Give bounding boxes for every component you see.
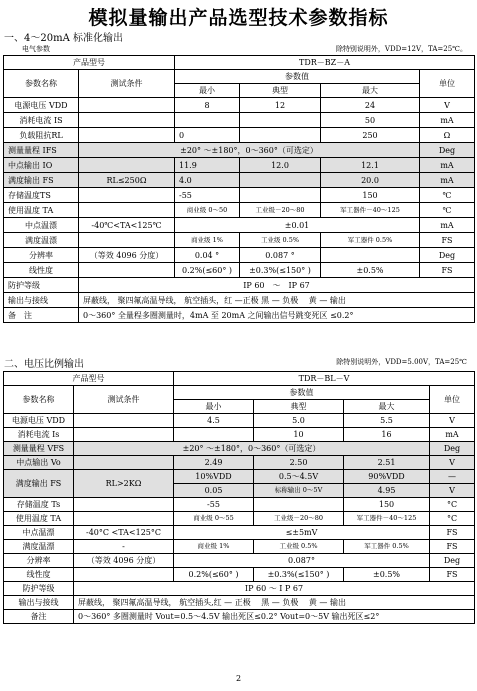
- cell: ±0.5%: [321, 263, 420, 278]
- header-max: 最大: [321, 84, 420, 98]
- table-row: [4, 263, 475, 278]
- cell: 4.0: [175, 173, 240, 188]
- table-row: [4, 293, 475, 308]
- cell: FS: [420, 233, 475, 248]
- cell: Deg: [430, 554, 475, 568]
- cell: 工业级－20～80: [240, 203, 321, 218]
- cell: mA: [430, 428, 475, 442]
- cell: [74, 414, 174, 428]
- cell: -55: [174, 498, 254, 512]
- cell: ±0.3%(≤150° ): [254, 568, 344, 582]
- cell: ±0.3%(≤150° ): [240, 263, 321, 278]
- page-number: 2: [235, 674, 242, 683]
- cell: 2.50: [254, 456, 344, 470]
- cell: [79, 263, 175, 278]
- cell: ±20° ～±180°，0～360°（可选定）: [79, 143, 420, 158]
- cell: 存储温度 Ts: [4, 498, 74, 512]
- cell: 测量量程 IFS: [4, 143, 79, 158]
- cell: 250: [321, 128, 420, 143]
- table-row: [4, 188, 475, 203]
- cell: ℃: [420, 188, 475, 203]
- cell: 军工器件 0.5%: [344, 540, 430, 554]
- model-value: TDR－BZ－A: [175, 56, 475, 70]
- cell: 中点温漂: [4, 218, 79, 233]
- cell: [79, 188, 175, 203]
- cell: 工业级 0.5%: [240, 233, 321, 248]
- cell: 0.05: [174, 484, 254, 498]
- table-row: [4, 218, 475, 233]
- cell: 电源电压 VDD: [4, 414, 74, 428]
- table-row: [4, 233, 475, 248]
- cell: 备 注: [4, 308, 79, 323]
- table-row: [4, 568, 475, 582]
- cell: [74, 498, 174, 512]
- cell: 满度输出 FS: [4, 173, 79, 188]
- cell: [175, 113, 240, 128]
- table-row: [4, 456, 475, 470]
- header-typ: 典型: [240, 84, 321, 98]
- table-row: [4, 143, 475, 158]
- cell: ℃: [420, 203, 475, 218]
- cell: 16: [344, 428, 430, 442]
- cell: 备注: [4, 610, 74, 624]
- cell: 防护等级: [4, 278, 79, 293]
- cell: 工业级－20～80: [254, 512, 344, 526]
- cell: 2.51: [344, 456, 430, 470]
- cell: 军工器件 0.5%: [321, 233, 420, 248]
- cell: [240, 128, 321, 143]
- cell: 商业级 0～55: [174, 512, 254, 526]
- cell: 军工器件－40～125: [321, 203, 420, 218]
- cell: [74, 456, 174, 470]
- model-label: 产品型号: [4, 56, 175, 70]
- cell: Ω: [420, 128, 475, 143]
- cell: 军工器件－40～125: [344, 512, 430, 526]
- header-unit: 单位: [430, 386, 475, 414]
- cell: RL>2KΩ: [74, 470, 174, 498]
- cell: 电源电压 VDD: [4, 98, 79, 113]
- cell: [240, 113, 321, 128]
- cell: [74, 512, 174, 526]
- table-row: [4, 203, 475, 218]
- header-cond: 测试条件: [74, 386, 174, 414]
- section-1-conditions: 除特别说明外，VDD=12V，TA=25℃。: [335, 45, 467, 53]
- cell: [321, 248, 420, 263]
- cell: 满度输出 FS: [4, 470, 74, 498]
- table-row: [4, 596, 475, 610]
- cell: 8: [175, 98, 240, 113]
- cell: 10: [254, 428, 344, 442]
- cell: （等效 4096 分度）: [74, 554, 174, 568]
- cell: -: [74, 540, 174, 554]
- table-row: [4, 158, 475, 173]
- spec-table-4-20ma: [3, 55, 475, 323]
- spec-table-voltage: [3, 371, 475, 624]
- header-param: 参数名称: [4, 386, 74, 414]
- cell: -40℃<TA<125℃: [79, 218, 175, 233]
- cell: V: [430, 456, 475, 470]
- cell: 存储温度TS: [4, 188, 79, 203]
- table-row: [4, 98, 475, 113]
- section-2-conditions: 除特别说明外，VDD=5.00V，TA=25℃: [336, 358, 467, 366]
- cell: 0.5～4.5V: [254, 470, 344, 484]
- cell: Deg: [430, 442, 475, 456]
- cell: -55: [175, 188, 240, 203]
- cell: 输出与接线: [4, 293, 79, 308]
- page-title: 模拟量输出产品选型技术参数指标: [88, 7, 389, 29]
- cell: 90%VDD: [344, 470, 430, 484]
- header-param: 参数名称: [4, 70, 79, 98]
- section-1-sub-left: 电气参数: [22, 45, 50, 53]
- cell: 5.5: [344, 414, 430, 428]
- cell: IP 60 ～ IP 67: [79, 278, 475, 293]
- cell: 中点温漂: [4, 526, 74, 540]
- table-row: [4, 442, 475, 456]
- table-row: [4, 428, 475, 442]
- cell: Deg: [420, 248, 475, 263]
- cell: FS: [430, 526, 475, 540]
- cell: 满度温漂: [4, 540, 74, 554]
- cell: [74, 428, 174, 442]
- cell: [240, 173, 321, 188]
- cell: [79, 113, 175, 128]
- header-value: 参数值: [175, 70, 420, 84]
- header-min: 最小: [175, 84, 240, 98]
- table-row: [4, 173, 475, 188]
- cell: ±0.01: [175, 218, 420, 233]
- cell: 0～360° 全量程多圈测量时，4mA 至 20mA 之间输出信号跳变死区 ≤0.2°: [79, 308, 475, 323]
- cell: 0: [175, 128, 240, 143]
- cell: [254, 498, 344, 512]
- header-unit: 单位: [420, 70, 475, 98]
- table-row: [4, 610, 475, 624]
- cell: 0.087°: [174, 554, 430, 568]
- cell: 中点输出 IO: [4, 158, 79, 173]
- cell: 测量量程 VFS: [4, 442, 74, 456]
- cell: 中点输出 Vo: [4, 456, 74, 470]
- cell: 分辨率: [4, 248, 79, 263]
- cell: 屏蔽线， 聚四氟高温导线， 航空插头,红 — 正极 黑 — 负极 黄 — 输出: [74, 596, 475, 610]
- cell: 消耗电流 Is: [4, 428, 74, 442]
- cell: 0.2%(≤60° ): [175, 263, 240, 278]
- cell: 12.0: [240, 158, 321, 173]
- cell: 使用温度 TA: [4, 512, 74, 526]
- header-cond: 测试条件: [79, 70, 175, 98]
- table-row: [4, 512, 475, 526]
- header-typ: 典型: [254, 400, 344, 414]
- header-min: 最小: [174, 400, 254, 414]
- cell: mA: [420, 173, 475, 188]
- cell: 商业级 0～50: [175, 203, 240, 218]
- cell: IP 60 ～ I P 67: [74, 582, 475, 596]
- cell: 4.95: [344, 484, 430, 498]
- table-row: [4, 113, 475, 128]
- cell: 线性度: [4, 263, 79, 278]
- table-row: [4, 526, 475, 540]
- cell: —: [430, 470, 475, 484]
- cell: °C: [430, 512, 475, 526]
- cell: 0.04 °: [175, 248, 240, 263]
- cell: ≤±5mV: [174, 526, 430, 540]
- cell: 商业级 1%: [174, 540, 254, 554]
- cell: 11.9: [175, 158, 240, 173]
- cell: 工业级 0.5%: [254, 540, 344, 554]
- cell: [174, 428, 254, 442]
- cell: 2.49: [174, 456, 254, 470]
- header-max: 最大: [344, 400, 430, 414]
- cell: 满度温漂: [4, 233, 79, 248]
- cell: 标称输出 0～5V: [254, 484, 344, 498]
- cell: [240, 188, 321, 203]
- cell: 4.5: [174, 414, 254, 428]
- cell: 屏蔽线， 聚四氟高温导线， 航空插头，红 —正极 黑 — 负极 黄 — 输出: [79, 293, 475, 308]
- cell: 商业级 1%: [175, 233, 240, 248]
- cell: °C: [430, 498, 475, 512]
- cell: V: [430, 484, 475, 498]
- cell: Deg: [420, 143, 475, 158]
- table-row: [4, 470, 475, 484]
- cell: 20.0: [321, 173, 420, 188]
- cell: 分辨率: [4, 554, 74, 568]
- cell: 线性度: [4, 568, 74, 582]
- cell: 12.1: [321, 158, 420, 173]
- cell: [74, 568, 174, 582]
- cell: mA: [420, 113, 475, 128]
- cell: 24: [321, 98, 420, 113]
- cell: 0.2%(≤60° ): [174, 568, 254, 582]
- cell: [79, 98, 175, 113]
- section-1-heading: 一、4～20mA 标准化输出: [4, 33, 123, 44]
- cell: -40°C <TA<125°C: [74, 526, 174, 540]
- cell: 0.087 °: [240, 248, 321, 263]
- table-row: [4, 414, 475, 428]
- cell: 10%VDD: [174, 470, 254, 484]
- cell: 输出与接线: [4, 596, 74, 610]
- table-row: [4, 540, 475, 554]
- header-value: 参数值: [174, 386, 430, 400]
- cell: 0～360° 多圈测量时 Vout=0.5～4.5V 输出死区≤0.2° Vout=0～5V 输出死区≤2°: [74, 610, 475, 624]
- cell: 150: [344, 498, 430, 512]
- cell: [79, 158, 175, 173]
- cell: ±20° ～±180°，0～360°（可选定）: [74, 442, 430, 456]
- table-row: [4, 278, 475, 293]
- table-row: [4, 582, 475, 596]
- model-value: TDR－BL－V: [174, 372, 475, 386]
- cell: FS: [430, 568, 475, 582]
- cell: 12: [240, 98, 321, 113]
- cell: 使用温度 TA: [4, 203, 79, 218]
- table-row: [4, 248, 475, 263]
- cell: 消耗电流 IS: [4, 113, 79, 128]
- cell: mA: [420, 158, 475, 173]
- cell: 50: [321, 113, 420, 128]
- cell: FS: [420, 263, 475, 278]
- table-row: [4, 498, 475, 512]
- cell: 5.0: [254, 414, 344, 428]
- cell: 防护等级: [4, 582, 74, 596]
- model-label: 产品型号: [4, 372, 174, 386]
- cell: 150: [321, 188, 420, 203]
- cell: 负载阻抗RL: [4, 128, 79, 143]
- cell: [79, 128, 175, 143]
- cell: [79, 203, 175, 218]
- cell: V: [420, 98, 475, 113]
- cell: mA: [420, 218, 475, 233]
- cell: FS: [430, 540, 475, 554]
- table-row: [4, 554, 475, 568]
- table-row: [4, 128, 475, 143]
- cell: V: [430, 414, 475, 428]
- cell: RL≤250Ω: [79, 173, 175, 188]
- cell: [79, 233, 175, 248]
- cell: （等效 4096 分度）: [79, 248, 175, 263]
- table-row: [4, 308, 475, 323]
- cell: ±0.5%: [344, 568, 430, 582]
- section-2-heading: 二、电压比例输出: [4, 359, 84, 370]
